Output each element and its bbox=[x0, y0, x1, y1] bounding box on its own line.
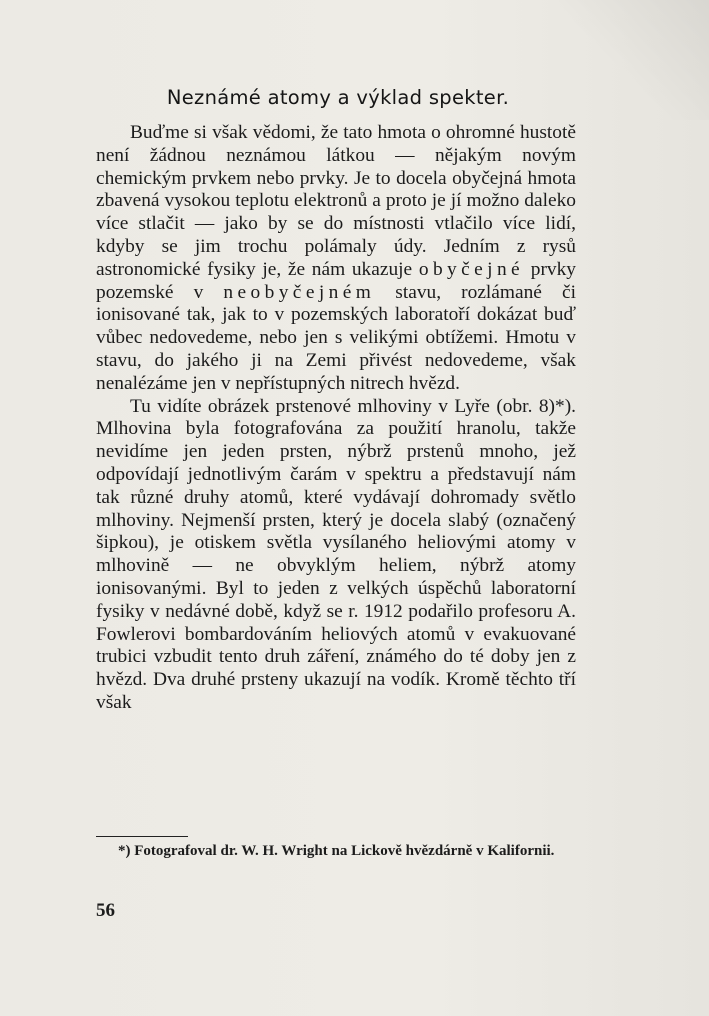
footnote: *) Fotografoval dr. W. H. Wright na Lickově hvězdárně v Kalifornii. bbox=[118, 843, 555, 859]
emphasis-extraordinary: neobyčejném bbox=[223, 281, 376, 303]
paragraph-1-text-b: prvky pozemské v bbox=[96, 258, 576, 303]
paragraph-1-text-c: stavu, rozlámané či ionisované tak, jak to v pozemských laboratoří dokázat buď vůbec nedovedeme, nebo jen s velikými obtížemi. Hmotu v stavu, do jakého ji na Zemi přivést nedovedeme, však nenalézáme jen v nepřístupných nitrech hvězd. bbox=[96, 281, 576, 394]
page-number: 56 bbox=[96, 900, 115, 921]
paragraph-2: Tu vidíte obrázek prstenové mlhoviny v Lyře (obr. 8)*). Mlhovina byla fotografována za použití hranolu, takže nevidíme jen jeden prsten, nýbrž prstenů mnoho, jež odpovídají jednotlivým čarám v spektru a představují nám tak různé druhy atomů, které vydávají dohromady světlo mlhoviny. Nejmenší prsten, který je docela slabý (označený šipkou), je otiskem světla vysílaného heliovými atomy v mlhovině — ne obvyklým heliem, nýbrž atomy ionisovanými. Byl to jeden z velkých úspěchů laboratorní fysiky v nedávné době, když se r. 1912 podařilo profesoru A. Fowlerovi bombardováním heliových atomů v evakuované trubici vzbudit tento druh záření, známého do té doby jen z hvězd. Dva druhé prsteny ukazují na vodík. Kromě těchto tří však bbox=[96, 395, 576, 713]
emphasis-ordinary: obyčejné bbox=[418, 258, 525, 280]
footnote-separator bbox=[96, 836, 188, 837]
body-text bbox=[96, 122, 576, 715]
page-crease-shadow bbox=[559, 0, 709, 120]
paragraph-1-text-a: Buďme si však vědomi, že tato hmota o ohromné hustotě není žádnou neznámou látkou — nějakým novým chemickým prvkem nebo prvky. Je to docela obyčejná hmota zbavená vysokou teplotu elektronů a proto je jí možno daleko více stlačit — jako by se do místnosti vtlačilo více lidí, kdyby se jim trochu polámaly údy. Jedním z rysů astronomické fysiky je, že nám ukazuje bbox=[96, 122, 576, 280]
chapter-heading: Neznámé atomy a výklad spekter. bbox=[166, 86, 510, 109]
paragraph-1 bbox=[96, 122, 576, 396]
